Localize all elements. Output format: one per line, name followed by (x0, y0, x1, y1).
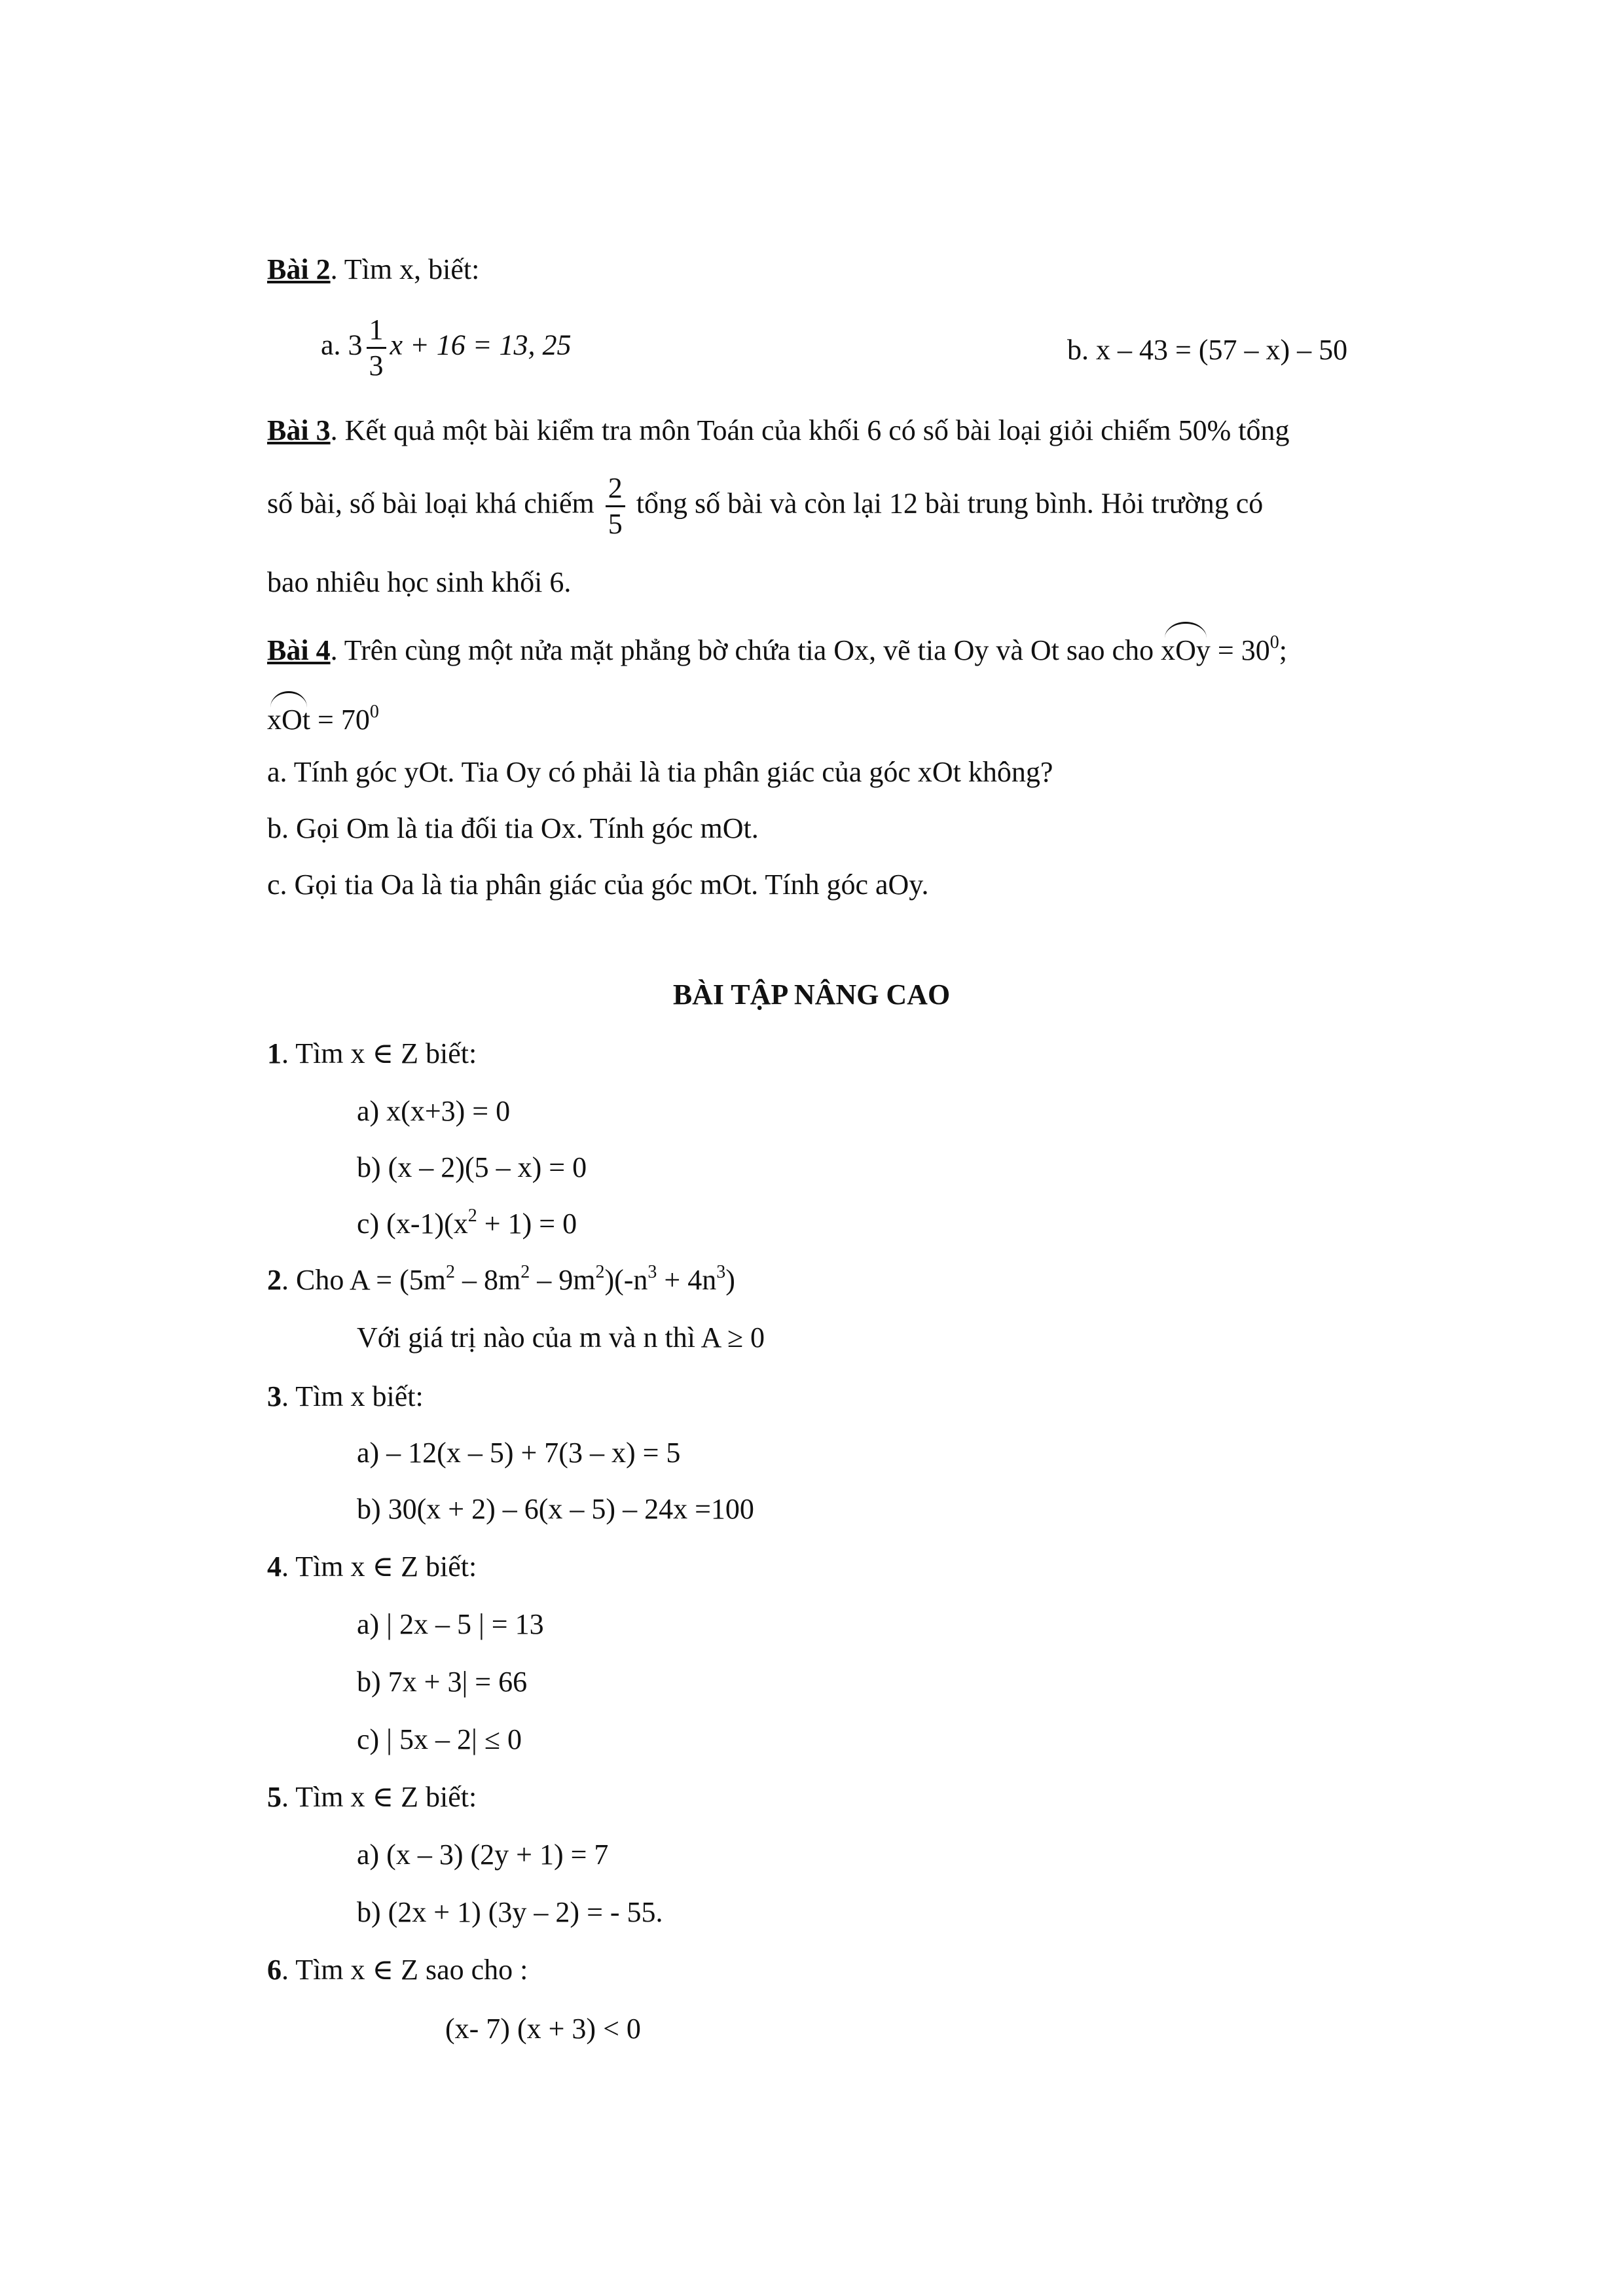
bai4-text1: . Trên cùng một nửa mặt phẳng bờ chứa tia Ox, vẽ tia Oy và Ot sao cho (330, 634, 1154, 666)
bai2-a-equation: x + 16 = 13, 25 (390, 329, 572, 361)
bai3-line2 (267, 471, 1263, 541)
p2-sup3: 2 (595, 1262, 605, 1282)
degree-sign-2: 0 (369, 702, 379, 722)
p2-t5: + 4n (657, 1264, 717, 1296)
problem-4a: a) | 2x – 5 | = 13 (357, 1608, 544, 1640)
section-heading: BÀI TẬP NÂNG CAO (672, 978, 951, 1011)
bai2-label: Bài 2 (267, 253, 331, 285)
p2-t3: – 9m (530, 1264, 596, 1296)
bai4-line1 (267, 626, 1287, 670)
bai3-line3: bao nhiêu học sinh khối 6. (267, 566, 572, 598)
p2-t4: )(-n (604, 1264, 648, 1296)
bai3-text2-pre: số bài, số bài loại khá chiếm (267, 487, 594, 520)
bai4-a: a. Tính góc yOt. Tia Oy có phải là tia phân giác của góc xOt không? (267, 756, 1053, 788)
problem-3a: a) – 12(x – 5) + 7(3 – x) = 5 (357, 1437, 681, 1469)
problem-4 (267, 1547, 477, 1587)
problem-5b: b) (2x + 1) (3y – 2) = - 55. (357, 1896, 663, 1928)
problem-6 (267, 1950, 528, 1990)
bai3-frac-numerator: 2 (606, 471, 625, 507)
bai2-a-prefix: a. (321, 329, 341, 361)
problem-1-number: 1 (267, 1037, 282, 1069)
problem-1c (357, 1204, 577, 1244)
problem-5 (267, 1778, 477, 1817)
problem-1 (267, 1034, 477, 1073)
bai2-a-whole: 3 (348, 329, 363, 361)
problem-1c-pre: c) (x-1)(x (357, 1208, 468, 1240)
problem-5-number: 5 (267, 1781, 282, 1813)
bai2-a-numerator: 1 (367, 313, 386, 349)
p2-t1: . Cho A = (5m (282, 1264, 446, 1296)
problem-2 (267, 1261, 735, 1300)
problem-1b: b) (x – 2)(5 – x) = 0 (357, 1151, 587, 1183)
bai4-label: Bài 4 (267, 634, 331, 666)
bai2-b: b. x – 43 = (57 – x) – 50 (1067, 334, 1348, 366)
angle-xot: xOt (267, 695, 310, 740)
bai2-heading (267, 250, 479, 289)
p2-sup4: 3 (647, 1262, 657, 1282)
p2-sup2: 2 (520, 1262, 530, 1282)
p2-sup5: 3 (716, 1262, 726, 1282)
problem-2-line2: Với giá trị nào của m và n thì A ≥ 0 (357, 1321, 765, 1354)
bai3-text1: . Kết quả một bài kiểm tra môn Toán của khối 6 có số bài loại giỏi chiếm 50% tổng (330, 414, 1290, 446)
problem-5a: a) (x – 3) (2y + 1) = 7 (357, 1839, 609, 1871)
problem-6a: (x- 7) (x + 3) < 0 (445, 2013, 641, 2045)
bai3-label: Bài 3 (267, 414, 331, 446)
bai2-title: . Tìm x, biết: (330, 253, 480, 285)
bai2-a (321, 313, 571, 383)
problem-3-text: . Tìm x biết: (282, 1380, 424, 1412)
problem-4b: b) 7x + 3| = 66 (357, 1666, 528, 1698)
bai3-fraction (606, 471, 625, 541)
problem-1c-sup: 2 (467, 1206, 477, 1226)
angle-xoy-value: = 30 (1217, 634, 1270, 666)
problem-5-text: . Tìm x ∈ Z biết: (282, 1781, 477, 1813)
p2-sup1: 2 (445, 1262, 455, 1282)
degree-sign: 0 (1269, 632, 1279, 653)
problem-4-text: . Tìm x ∈ Z biết: (282, 1551, 477, 1583)
angle-xoy: xOy (1161, 626, 1211, 670)
problem-1c-post: + 1) = 0 (477, 1208, 577, 1240)
problem-1-text: . Tìm x ∈ Z biết: (282, 1037, 477, 1069)
bai4-b: b. Gọi Om là tia đối tia Ox. Tính góc mOt. (267, 812, 759, 844)
semicolon: ; (1279, 634, 1287, 666)
bai2-a-fraction (367, 313, 386, 383)
bai3-line1 (267, 411, 1290, 450)
bai2-a-denominator: 3 (369, 350, 384, 382)
problem-4-number: 4 (267, 1551, 282, 1583)
bai4-c: c. Gọi tia Oa là tia phân giác của góc mOt. Tính góc aOy. (267, 869, 929, 901)
problem-6-number: 6 (267, 1954, 282, 1986)
problem-2-number: 2 (267, 1264, 282, 1296)
p2-t6: ) (725, 1264, 735, 1296)
bai4-line2 (267, 695, 379, 740)
p2-t2: – 8m (454, 1264, 521, 1296)
problem-4c: c) | 5x – 2| ≤ 0 (357, 1723, 522, 1755)
problem-3b: b) 30(x + 2) – 6(x – 5) – 24x =100 (357, 1493, 754, 1525)
problem-3-number: 3 (267, 1380, 282, 1412)
problem-1a: a) x(x+3) = 0 (357, 1095, 511, 1127)
problem-3 (267, 1377, 424, 1416)
bai3-frac-denominator: 5 (608, 508, 623, 540)
bai3-text2-post: tổng số bài và còn lại 12 bài trung bình. Hỏi trường có (636, 487, 1264, 520)
problem-6-text: . Tìm x ∈ Z sao cho : (282, 1954, 528, 1986)
angle-xot-value: = 70 (318, 704, 370, 736)
